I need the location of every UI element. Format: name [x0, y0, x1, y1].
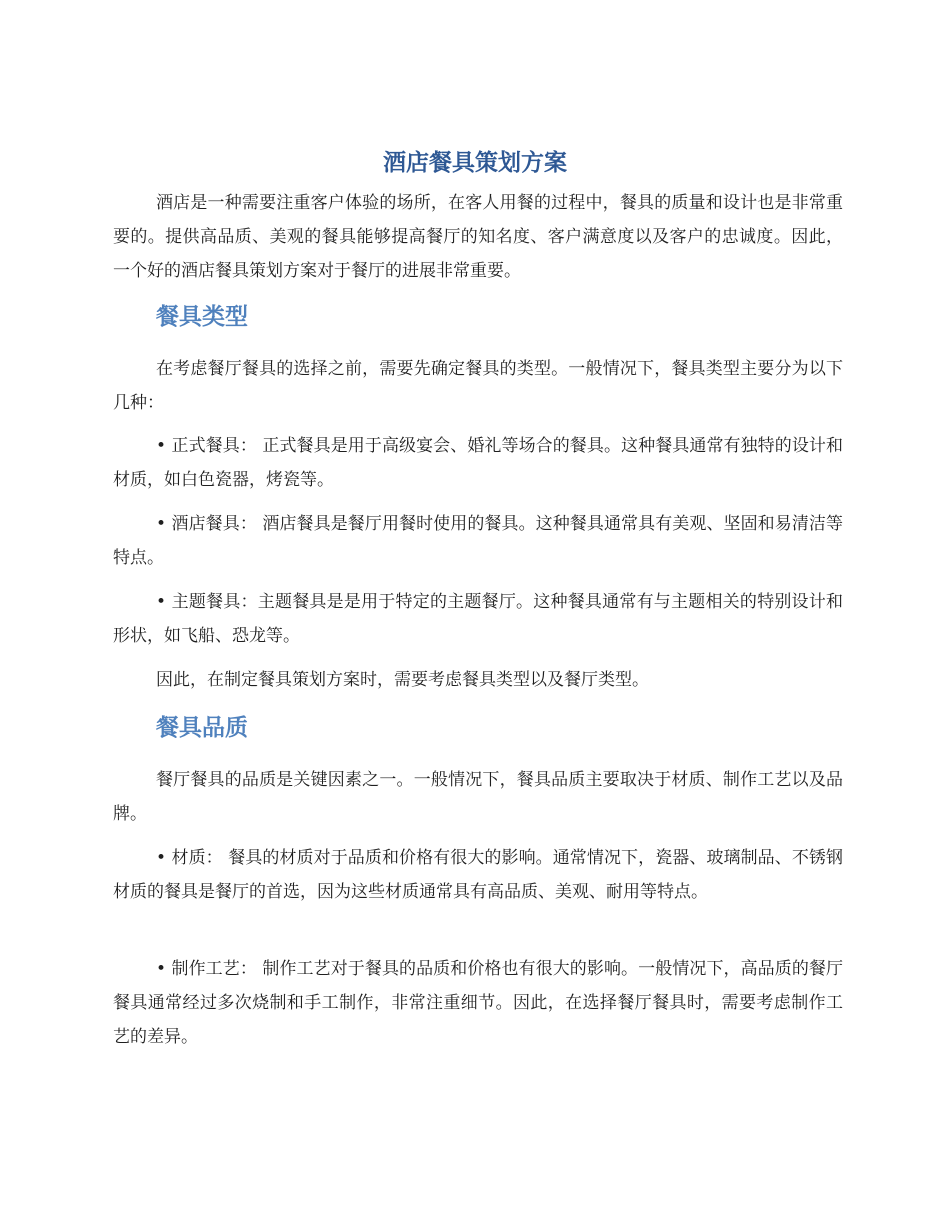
section-types-lead: 在考虑餐厅餐具的选择之前，需要先确定餐具的类型。一般情况下，餐具类型主要分为以下几种： — [113, 359, 843, 413]
bullet-text: 材质： 餐具的材质对于品质和价格有很大的影响。通常情况下，瓷器、玻璃制品、不锈钢材质的餐具是餐厅的首选，因为这些材质通常具有高品质、美观、耐用等特点。 — [113, 848, 843, 902]
bullet-icon: • — [156, 848, 167, 868]
bullet-text: 正式餐具： 正式餐具是用于高级宴会、婚礼等场合的餐具。这种餐具通常有独特的设计和材质，如白色瓷器，烤瓷等。 — [113, 436, 843, 490]
bullet-icon: • — [156, 592, 167, 612]
bullet-icon: • — [156, 959, 167, 979]
section-heading-types: 餐具类型 — [156, 304, 248, 330]
bullet-text: 主题餐具：主题餐具是是用于特定的主题餐厅。这种餐具通常有与主题相关的特别设计和形状，如飞船、恐龙等。 — [113, 592, 843, 646]
list-item — [113, 429, 843, 497]
bullet-text: 制作工艺： 制作工艺对于餐具的品质和价格也有很大的影响。一般情况下，高品质的餐厅餐具通常经过多次烧制和手工制作，非常注重细节。因此，在选择餐厅餐具时，需要考虑制作工艺的差异。 — [113, 959, 843, 1047]
list-item — [113, 507, 843, 575]
bullet-text: 酒店餐具： 酒店餐具是餐厅用餐时使用的餐具。这种餐具通常具有美观、坚固和易清洁等特点。 — [113, 514, 843, 568]
list-item — [113, 585, 843, 653]
list-item — [113, 841, 843, 909]
bullet-icon: • — [156, 436, 167, 456]
bullet-icon: • — [156, 514, 167, 534]
section-heading-quality: 餐具品质 — [156, 715, 248, 741]
page-title: 酒店餐具策划方案 — [383, 150, 567, 176]
section-types-closing: 因此，在制定餐具策划方案时，需要考虑餐具类型以及餐厅类型。 — [156, 670, 649, 690]
section-quality-lead: 餐厅餐具的品质是关键因素之一。一般情况下，餐具品质主要取决于材质、制作工艺以及品牌。 — [113, 770, 843, 824]
list-item — [113, 952, 843, 1054]
intro-paragraph: 酒店是一种需要注重客户体验的场所，在客人用餐的过程中，餐具的质量和设计也是非常重要的。提供高品质、美观的餐具能够提高餐厅的知名度、客户满意度以及客户的忠诚度。因此，一个好的酒店餐具策划方案对于餐厅的进展非常重要。 — [113, 193, 843, 281]
